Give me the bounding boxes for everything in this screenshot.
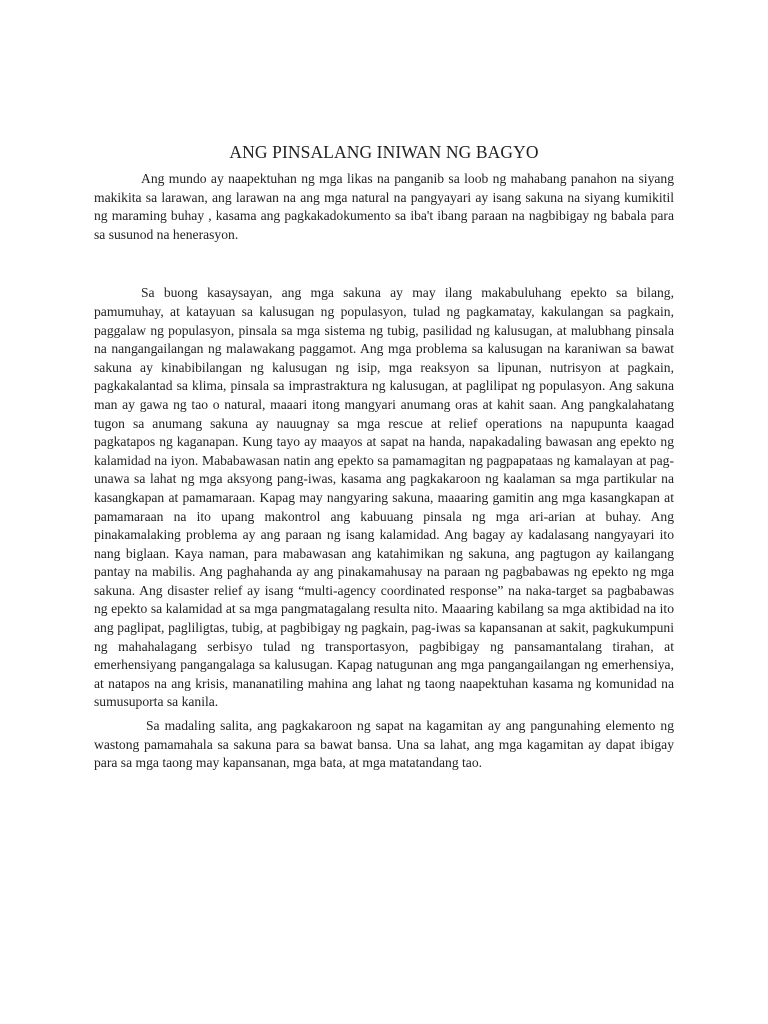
document-body xyxy=(94,141,674,773)
paragraph-history: Sa buong kasaysayan, ang mga sakuna ay may ilang makabuluhang epekto sa bilang, pamumuhay, at katayuan sa kalusugan ng populasyon, tulad ng pagkamatay, kakulangan sa pagkain, paggalaw ng populasyon, pinsala sa mga sistema ng tubig, pasilidad ng kalusugan, at malubhang pinsala na nangangailangan ng malawakang paggamot. Ang mga problema sa kalusugan na karaniwan sa bawat sakuna ay kinabibilangan ng kalusugan ng isip, mga reaksyon sa lipunan, nutrisyon at pagkain, pagkakalantad sa klima, pinsala sa imprastraktura ng kalusugan, at paglilipat ng populasyon. Ang sakuna man ay gawa ng tao o natural, maaari itong mangyari anumang oras at kahit saan. Ang pangkalahatang tugon sa anumang sakuna ay nauugnay sa mga rescue at relief operations na napupunta kaagad pagkatapos ng kaganapan. Kung tayo ay maayos at sapat na handa, napakadaling bawasan ang epekto ng kalamidad na iyon. Mababawasan natin ang epekto sa pamamagitan ng pagpapataas ng kamalayan at pag-unawa sa lahat ng mga aksyong pang-iwas, kasama ang pagkakaroon ng kaalaman sa mga partikular na kasangkapan at pamamaraan. Kapag may nangyaring sakuna, maaaring gamitin ang mga kasangkapan at pamamaraan na ito upang makontrol ang kabuuang pinsala ng mga ari-arian at buhay. Ang pinakamalaking problema ay ang paraan ng isang kalamidad. Ang bagay ay kadalasang nangyayari ito nang biglaan. Kaya naman, para mabawasan ang katahimikan ng sakuna, ang pagtugon ay kailangang pantay na mabilis. Ang paghahanda ay ang pinakamahusay na paraan ng pagbabawas ng epekto ng mga sakuna. Ang disaster relief ay isang “multi-agency coordinated response” na naka-target sa pagbabawas ng epekto sa kalamidad at sa mga pangmatagalang resulta nito. Maaaring kabilang sa mga aktibidad na ito ang paglipat, pagliligtas, tubig, at pagbibigay ng pagkain, pag-iwas sa kapansanan at sakit, pagkukumpuni ng mahahalagang serbisyo tulad ng transportasyon, pagbibigay ng pansamantalang tirahan, at emerhensiyang pangangalaga sa kalusugan. Kapag natugunan ang mga pangangailangan ng emerhensiya, at natapos na ang krisis, mananatiling mahina ang lahat ng taong naapektuhan kasama ng komunidad na sumusuporta sa kanila. xyxy=(94,285,674,710)
paragraph-conclusion: Sa madaling salita, ang pagkakaroon ng sapat na kagamitan ay ang pangunahing elemento ng wastong pamamahala sa sakuna para sa bawat bansa. Una sa lahat, ang mga kagamitan ay dapat ibigay para sa mga taong may kapansanan, mga bata, at mga matatandang tao. xyxy=(94,718,674,771)
paragraph-intro: Ang mundo ay naapektuhan ng mga likas na panganib sa loob ng mahabang panahon na siyang makikita sa larawan, ang larawan na ang mga natural na pangyayari ay isang sakuna na siyang kumikitil ng maraming buhay , kasama ang pagkakadokumento sa iba't ibang paraan na nagbibigay ng babala para sa susunod na henerasyon. xyxy=(94,171,674,242)
document-title: ANG PINSALANG INIWAN NG BAGYO xyxy=(229,142,539,162)
